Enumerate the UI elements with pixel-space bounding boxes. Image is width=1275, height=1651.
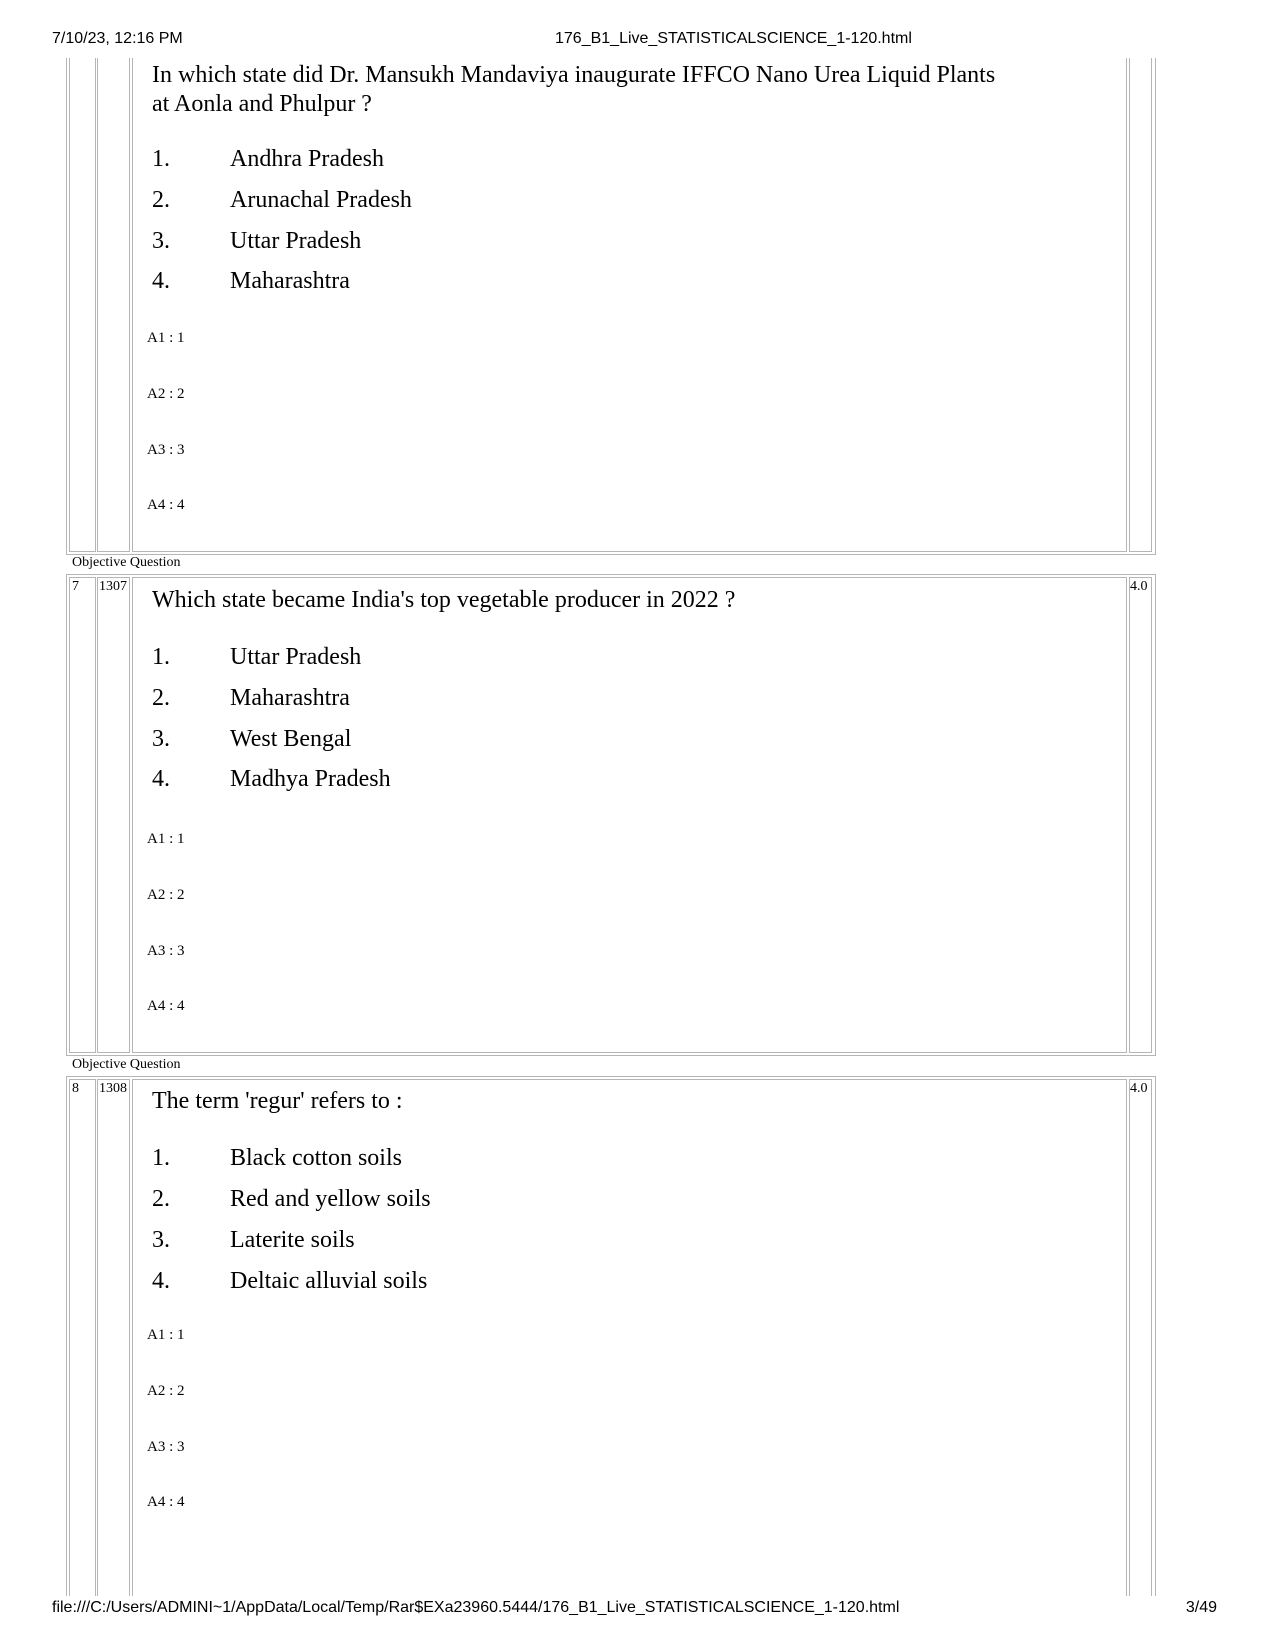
file-path: file:///C:/Users/ADMINI~1/AppData/Local/Temp/Rar$EXa23960.5444/176_B1_Live_STATISTICALSCIENCE_1-120.html <box>52 1599 900 1616</box>
option-4: 4. Deltaic alluvial soils <box>152 1268 428 1294</box>
answer-3: A3 : 3 <box>147 442 185 458</box>
marks: 4.0 <box>1130 1081 1148 1096</box>
question-text: The term 'regur' refers to : <box>152 1088 403 1114</box>
option-4: 4. Madhya Pradesh <box>152 766 391 792</box>
answer-2: A2 : 2 <box>147 1383 185 1399</box>
answer-1: A1 : 1 <box>147 831 185 847</box>
serial-cell <box>69 577 96 1053</box>
question-text-line1: In which state did Dr. Mansukh Mandaviya inaugurate IFFCO Nano Urea Liquid Plants <box>152 62 996 88</box>
option-3: 3. Uttar Pradesh <box>152 228 362 254</box>
answer-2: A2 : 2 <box>147 386 185 402</box>
option-4: 4. Maharashtra <box>152 268 350 294</box>
answer-4: A4 : 4 <box>147 1494 185 1510</box>
qid-cell <box>97 1079 130 1596</box>
option-2: 2. Red and yellow soils <box>152 1186 431 1212</box>
serial-number: 8 <box>72 1081 79 1096</box>
serial-cell <box>69 1079 96 1596</box>
question-id: 1308 <box>99 1081 127 1096</box>
option-3: 3. West Bengal <box>152 726 352 752</box>
option-2: 2. Arunachal Pradesh <box>152 187 412 213</box>
question-type-label: Objective Question <box>72 555 181 570</box>
print-datetime: 7/10/23, 12:16 PM <box>52 30 183 47</box>
document-title: 176_B1_Live_STATISTICALSCIENCE_1-120.html <box>555 30 912 47</box>
answer-1: A1 : 1 <box>147 330 185 346</box>
serial-number: 7 <box>72 579 79 594</box>
marks: 4.0 <box>1130 579 1148 594</box>
option-1: 1. Uttar Pradesh <box>152 644 362 670</box>
marks-cell <box>1129 577 1152 1053</box>
answer-1: A1 : 1 <box>147 1327 185 1343</box>
answer-2: A2 : 2 <box>147 887 185 903</box>
answer-3: A3 : 3 <box>147 943 185 959</box>
question-type-label: Objective Question <box>72 1057 181 1072</box>
question-text-line2: at Aonla and Phulpur ? <box>152 91 372 117</box>
answer-4: A4 : 4 <box>147 497 185 513</box>
outer-frame <box>66 58 1156 555</box>
question-id: 1307 <box>99 579 127 594</box>
option-1: 1. Andhra Pradesh <box>152 146 384 172</box>
page-number: 3/49 <box>1185 1599 1217 1616</box>
option-3: 3. Laterite soils <box>152 1227 355 1253</box>
marks-cell <box>1129 1079 1152 1596</box>
qid-cell <box>97 577 130 1053</box>
answer-3: A3 : 3 <box>147 1439 185 1455</box>
option-2: 2. Maharashtra <box>152 685 350 711</box>
answer-4: A4 : 4 <box>147 998 185 1014</box>
question-text: Which state became India's top vegetable producer in 2022 ? <box>152 587 736 613</box>
option-1: 1. Black cotton soils <box>152 1145 402 1171</box>
